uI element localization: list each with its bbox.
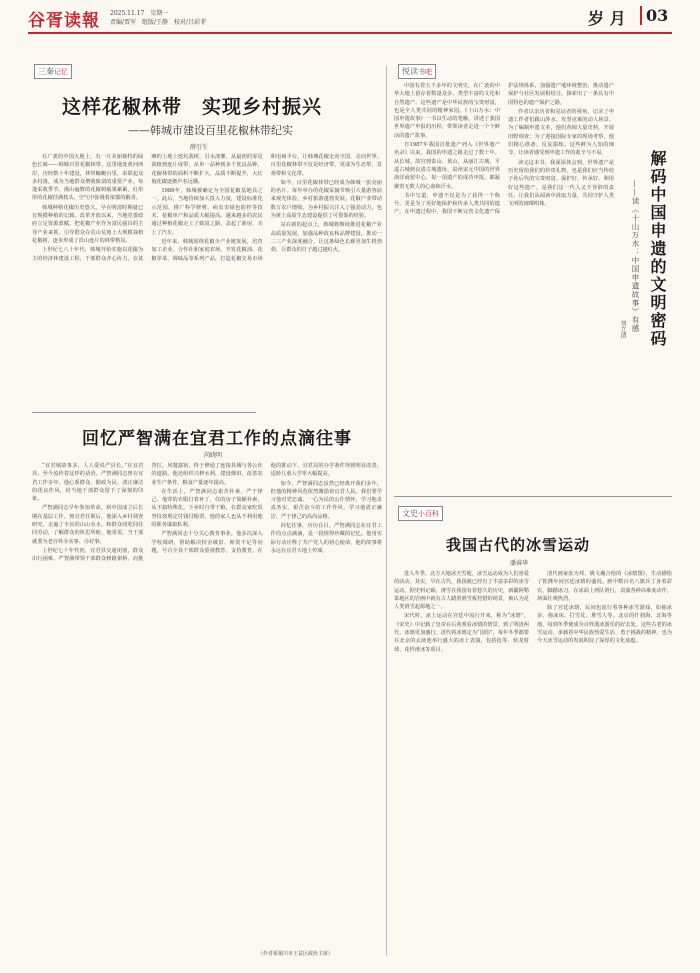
section-tag-sanqin: 三秦记忆: [34, 64, 72, 79]
section-title: 岁 月: [588, 9, 626, 28]
editor-credits: 责编/贾军 组版/王静 校对/吕彩菲: [110, 19, 207, 26]
story2-byline: 尚晓明: [204, 452, 223, 459]
story4-paragraph: 除了宫廷冰嬉，民间也流行着各种冰雪游戏，如抽冰尜、拖冰床、打雪仗、堆雪人等。北京的什刹海、北海等地，每到冬季便成为百姓溜冰游乐的好去处。这些古老的冰雪运动，承载着中华民族热爱生活、勇于挑战的精神，也为今天冰雪运动的发展积淀了深厚的文化底蕴。: [537, 605, 672, 645]
newspaper-logo: 谷胥读報: [28, 11, 100, 31]
story2-paragraph: “宜君城故事多，人人爱说严县长。”在宜君县，至今流传着这样的话语。严智满同志曾在宜君工作多年，他心系群众、勤政为民、清正廉洁的优良作风，给当地干部群众留下了深刻的印象。: [32, 463, 144, 503]
story4-paragraph: 清代画家张为邦、姚文瀚合绘的《冰嬉图》，生动描绘了乾隆年间宫廷冰嬉的盛况。画中数百名八旗兵丁身着彩衣，脚踏冰刀，在冰面上列队滑行，表演各种高难度动作，场面壮观热烈。: [537, 571, 672, 602]
story1-body: [32, 153, 382, 403]
issue-date: 2025.11.17 星期一: [110, 10, 169, 17]
story2-paragraph: 如今，严智满同志虽然已经离开我们多年，但他的精神风范依然激励着宜君人民。我们要学习他对党忠诚、一心为民的公仆情怀，学习他求真务实、艰苦奋斗的工作作风，学习他清正廉洁、严于律己的高尚品格。: [270, 480, 382, 520]
story2-paragraph: 回忆往事，历历在目。严智满同志在宜君工作的点点滴滴，是一段值得珍藏的记忆。他用实际行动诠释了共产党人的初心使命，他的故事将永远在宜君大地上传颂。: [270, 523, 382, 554]
story4-headline: 我国古代的冰雪运动: [446, 536, 591, 554]
story3-vertical-title: 解码中国申遗的文明密码: [648, 150, 667, 348]
story-divider: [394, 496, 672, 497]
section-tag-yuedu: 悦读书吧: [398, 64, 436, 79]
story2-paragraph: 在生活上，严智满同志艰苦朴素、严于律己。他穿的衣服打着补丁，住的房子简陋朴素，从不搞特殊化。下乡时自带干粮，在群众家吃饭坚持按规定付钱付粮票。他的家人也从不利用他的职务谋取私利。: [151, 488, 263, 529]
masthead-rule: [28, 32, 672, 34]
story-divider: [32, 412, 256, 413]
story1-subhead: ——韩城市建设百里花椒林带纪实: [128, 124, 293, 137]
story2-body: [32, 462, 382, 950]
story2-paragraph: 严智满同志十分关心教育事业。他多次深入学校调研，帮助解决校舍破旧、师资不足等问题，号召全县干部群众重视教育、支持教育。在他的推动下，宜君县的办学条件得到明显改善，适龄儿童入学率大幅提高。: [151, 463, 382, 554]
story2-paragraph: 上世纪七十年代初，宜君县交通闭塞，群众出行困难。严智满带领干部群众修路架桥，肩挑背扛，风餐露宿，终于修通了连接县城与各公社的道路。他还组织兴修水利，建设梯田，改善农业生产条件，粮食产量逐年提高。: [32, 463, 263, 563]
story2-headline: 回忆严智满在宜君工作的点滴往事: [82, 429, 352, 449]
story3-body: [394, 82, 614, 482]
column-divider: [386, 66, 387, 956]
story3-byline: 刘立清: [619, 320, 626, 338]
story1-headline: 这样花椒林带 实现乡村振兴: [62, 96, 323, 118]
story4-byline: 潘睿华: [510, 560, 529, 567]
masthead: [0, 0, 700, 46]
story3-paragraph: 自1987年我国首批遗产列入《世界遗产名录》以来，我国的申遗之路走过了数十年。从长城、故宫到泰山、黄山，从丽江古城、平遥古城到良渚古城遗址、泉州宋元中国的世界海洋商贸中心，每一项遗产的成功申报，都凝聚着无数人的心血和汗水。: [394, 142, 500, 190]
story3-paragraph: 中国有着五千多年的文明史，在广袤的中华大地上留存着数量众多、类型丰富的文化和自然遗产。这些遗产是中华民族的宝贵财富，也是全人类共同的精神家园。《十山万水：中国申遗故事》一书以生动的笔触，讲述了我国世界遗产申报的历程，带领读者走进一个个鲜活的遗产故事。: [394, 83, 500, 139]
story1-paragraph: 1986年，韩城被确定为全国花椒基地县之一。此后，当地持续加大投入力度，建设标准化示范园，推广科学修剪、病虫害绿色防控等技术，花椒单产和品质大幅提高。越来越多的农民通过种植花椒走上了致富之路，盖起了新房，买上了汽车。: [151, 188, 263, 236]
story3-paragraph: 作者以亲历者和见证者的视角，记录了申遗工作者们跋山涉水、攻坚克难的动人场景。为了编制申遗文本，他们查阅大量史料，开展田野调查；为了迎接国际专家的现场考察，他们精心准备、反复演练。这些鲜为人知的细节，让读者感受到申遗工作的艰辛与不易。: [508, 108, 614, 157]
story3-paragraph: 读完这本书，我深深体会到，世界遗产是历史留给我们的珍贵礼物，也是我们应当传给子孙后代的宝贵财富。保护好、传承好、利用好这些遗产，是我们这一代人义不容辞的责任。让我们从阅读中汲取力量，共同守护人类文明的璀璨明珠。: [508, 159, 614, 208]
story4-body: [394, 570, 672, 950]
section-tag-wenshi: 文史小百科: [398, 506, 443, 521]
story1-paragraph: 韩城种植花椒历史悠久，早在明清时期就已有规模种植的记载。改革开放以来，当地党委政府立足资源禀赋，把花椒产业作为富民强县的主导产业来抓，引导群众在荒山荒坡上大规模栽植花椒树，逐步形成了沿山连片的林带格局。: [32, 204, 144, 244]
story2-author-note: （作者系铜川市王益区政协主席）: [258, 951, 334, 957]
story4-paragraph: 进入冬季，北方大地冰天雪地，冰雪运动成为人们喜爱的活动。其实，早在古代，我国就已经有了丰富多彩的冰雪运动。据史料记载，滑雪在我国有着悠久的历史，新疆阿勒泰地区的岩画中就有古人踏着滑雪板狩猎的场景，被认为是人类滑雪起源地之一。: [394, 571, 529, 611]
story1-paragraph: 近年来，韩城围绕花椒全产业链发展，培育加工企业、合作社和家庭农场，开发花椒油、花椒芽菜、调味品等系列产品，打造花椒交易市场和电商平台，让韩城花椒走向全国、走向世界。百里花椒林带不仅是经济带，更成为生态带、景观带和文化带。: [151, 154, 382, 262]
page-number: 03: [640, 6, 668, 25]
story1-paragraph: 如今，百里花椒林带已经成为韩城一张亮丽的名片。每年举办的花椒采摘节吸引大量游客前来观光体验，乡村旅游蓬勃发展。花椒产业带动数万农户增收，为乡村振兴注入了强劲动力，也为黄土高原生态建设提供了可借鉴的经验。: [270, 179, 382, 220]
story2-paragraph: 严智满同志早年参加革命，新中国成立后长期在基层工作。到宜君任职后，他深入乡村调查研究，走遍了全县的山山水水，和群众同吃同住同劳动，了解群众的所思所盼。他常说，当干部就要为老百姓办实事、办好事。: [32, 505, 144, 545]
story1-paragraph: 站在新的起点上，韩城将继续推进花椒产业高质量发展，加强品种改良和品牌建设，推动一二三产业深度融合，让这条绿色长廊更加生机勃勃，让群众的日子越过越红火。: [270, 222, 382, 254]
story3-paragraph: 书中写道，申遗不仅是为了获得一个称号，更是为了更好地保护和传承人类共同的遗产。在申遗过程中，我国不断完善文化遗产保护法规体系，加强遗产地环境整治，推动遗产保护与社区发展相结合，探索出了一条具有中国特色的遗产保护之路。: [394, 83, 614, 216]
story3-vertical-subtitle: ——读《十山万水：中国申遗故事》有感: [631, 180, 640, 333]
story1-paragraph: 上世纪七八十年代，韩城开始实施以花椒为主的经济林建设工程，干部群众齐心协力，在贫瘠的土地上挖坑栽树，引水浇灌。从最初的零星栽植到连片成带，从单一品种到多个优良品种，花椒林带的面积不断扩大，品质不断提升，大红袍花椒逐渐声名远播。: [32, 154, 263, 262]
story1-byline: 薛引生: [190, 144, 209, 151]
story1-paragraph: 在广袤的中国大地上，有一片美丽独特的绿色长廊——韩城百里花椒林带。这里地处黄河西岸，历经数十年建设，林带蜿蜒百里，串联起众多村落，成为当地群众增收致富的重要产业。每逢采收季节，漫山遍野的花椒树硕果累累，红彤彤的花椒挂满枝头，空气中弥漫着浓郁的椒香。: [32, 154, 144, 202]
story4-paragraph: 宋代时，冰上运动在宫廷中流行开来，称为“冰嬉”。《宋史》中记载了皇帝在后苑观看冰嬉的情景。到了明清两代，冰嬉更加盛行。清代将冰嬉定为“国俗”，每年冬季都要在北京的太液池举行盛大的冰上表演，包括抢等、转龙射球、花样滑冰等项目。: [394, 613, 529, 653]
